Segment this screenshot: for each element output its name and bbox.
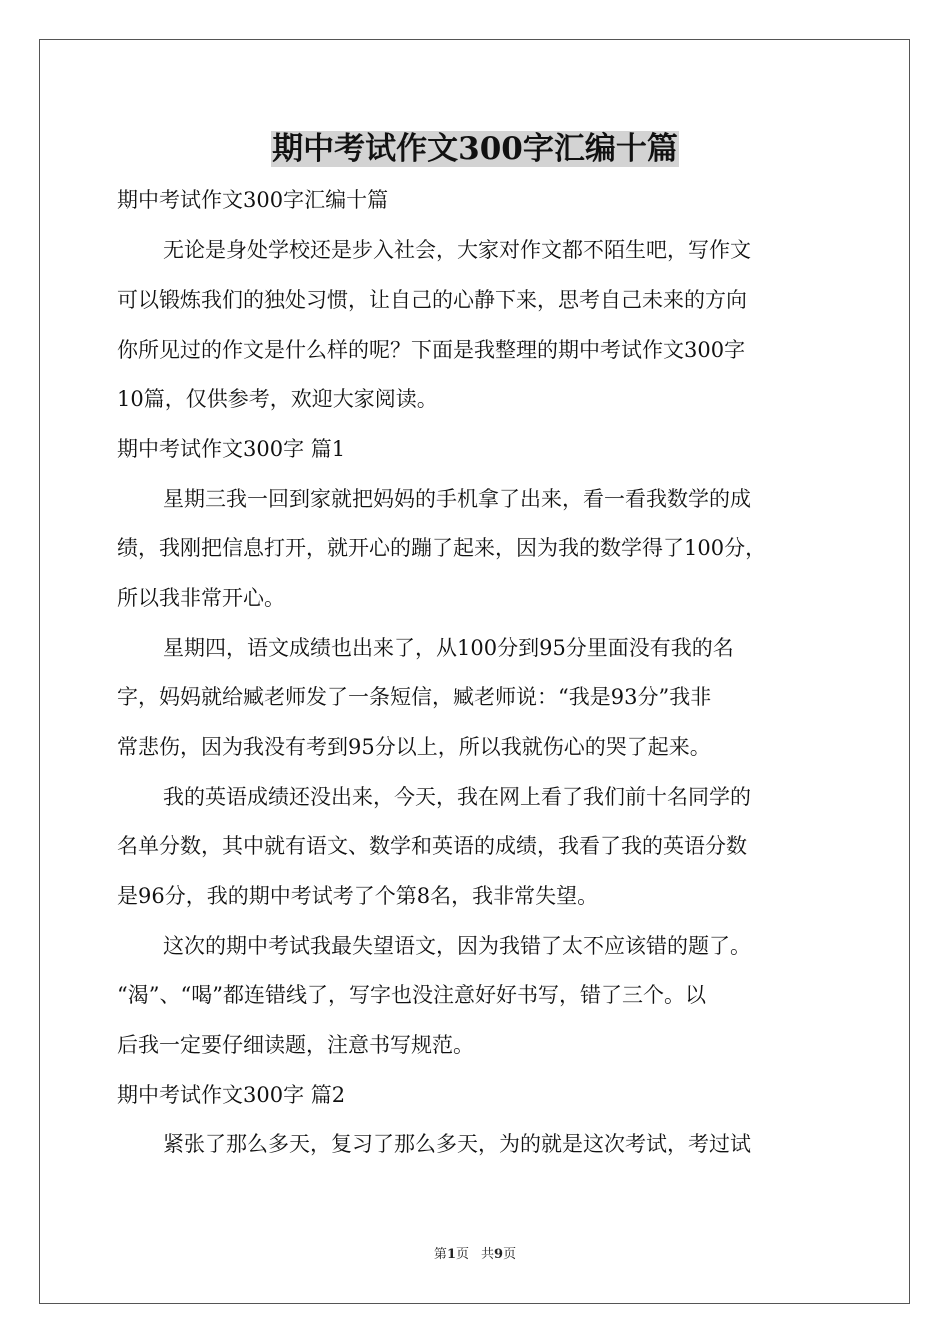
- section-heading: 期中考试作文300字 篇2: [117, 1083, 346, 1107]
- document-title: [0, 126, 950, 172]
- paragraph-line: 星期四，语文成绩也出来了，从100分到95分里面没有我的名: [163, 636, 734, 660]
- paragraph-line: 常悲伤，因为我没有考到95分以上，所以我就伤心的哭了起来。: [117, 735, 711, 759]
- subtitle-line: 期中考试作文300字汇编十篇: [117, 188, 389, 212]
- paragraph-line: 你所见过的作文是什么样的呢？下面是我整理的期中考试作文300字: [117, 338, 746, 362]
- paragraph-line: 名单分数，其中就有语文、数学和英语的成绩，我看了我的英语分数: [117, 834, 747, 858]
- paragraph-line: 是96分，我的期中考试考了个第8名，我非常失望。: [117, 884, 599, 908]
- paragraph-line: 后我一定要仔细读题，注意书写规范。: [117, 1033, 474, 1057]
- paragraph-line: 10篇，仅供参考，欢迎大家阅读。: [117, 387, 438, 411]
- footer-page-current: 1: [446, 1247, 456, 1262]
- paragraph-line: 所以我非常开心。: [117, 586, 285, 610]
- footer-total-prefix: 共: [481, 1247, 495, 1262]
- paragraph-line: 这次的期中考试我最失望语文，因为我错了太不应该错的题了。: [163, 934, 751, 958]
- footer-total-suffix: 页: [503, 1247, 517, 1262]
- paragraph-line: 绩，我刚把信息打开，就开心的蹦了起来，因为我的数学得了100分，: [117, 536, 767, 560]
- footer-page-total: 9: [494, 1247, 504, 1262]
- page-footer: [0, 1246, 950, 1264]
- footer-page-suffix: 页: [455, 1247, 469, 1262]
- paragraph-line: 可以锻炼我们的独处习惯，让自己的心静下来，思考自己未来的方向: [117, 288, 747, 312]
- paragraph-line: 无论是身处学校还是步入社会，大家对作文都不陌生吧，写作文: [163, 238, 751, 262]
- title-text: 期中考试作文300字汇编十篇: [272, 131, 678, 167]
- section-heading: 期中考试作文300字 篇1: [117, 437, 346, 461]
- paragraph-line: 字，妈妈就给臧老师发了一条短信，臧老师说：“我是93分”我非: [117, 685, 712, 709]
- paragraph-line: 紧张了那么多天，复习了那么多天，为的就是这次考试，考过试: [163, 1132, 751, 1156]
- paragraph-line: 星期三我一回到家就把妈妈的手机拿了出来，看一看我数学的成: [163, 487, 751, 511]
- footer-page-prefix: 第: [433, 1247, 447, 1262]
- paragraph-line: “渴”、“喝”都连错线了，写字也没注意好好书写，错了三个。以: [117, 983, 706, 1007]
- paragraph-line: 我的英语成绩还没出来，今天，我在网上看了我们前十名同学的: [163, 785, 751, 809]
- page-border: [39, 39, 910, 1304]
